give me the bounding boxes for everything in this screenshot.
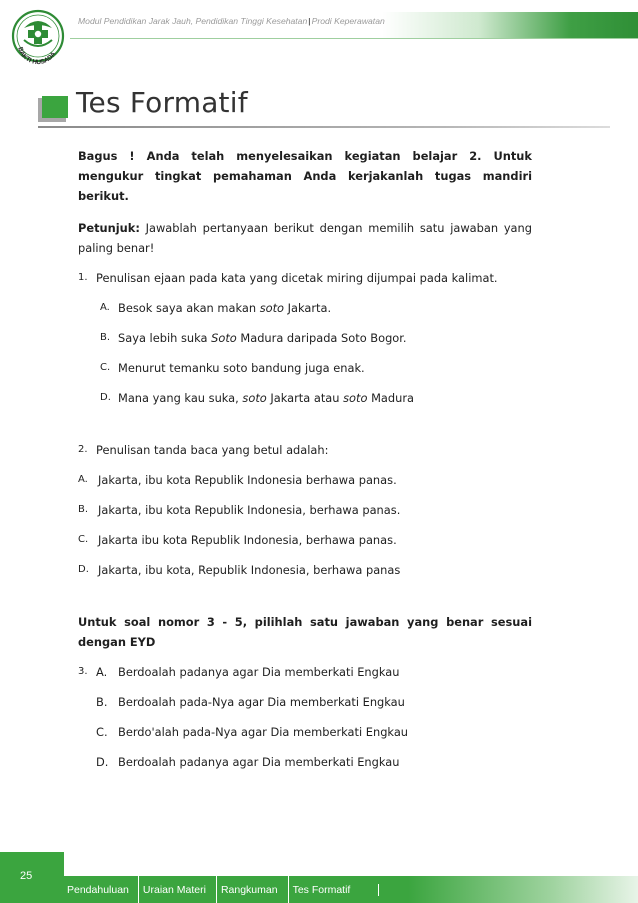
module-header xyxy=(78,16,385,26)
title-marker xyxy=(38,96,66,122)
option-text: Berdoalah padanya agar Dia memberkati Engkau xyxy=(118,665,400,679)
option-text: Jakarta ibu kota Republik Indonesia, berhawa panas. xyxy=(98,533,397,547)
program-name: Prodi Keperawatan xyxy=(311,16,385,26)
question-number: 2. xyxy=(78,444,88,455)
header-separator: | xyxy=(308,16,311,26)
page-number: 25 xyxy=(20,870,33,882)
logo-lettering: BAKTI HUSADA xyxy=(16,46,58,67)
option-text: Jakarta, ibu kota Republik Indonesia berhawa panas. xyxy=(98,473,397,487)
footer-nav xyxy=(64,876,379,903)
q1-option-b[interactable] xyxy=(100,328,532,348)
option-letter: D. xyxy=(78,564,89,575)
option-text: Berdoalah padanya agar Dia memberkati Engkau xyxy=(118,755,400,769)
kemenkes-logo xyxy=(10,6,66,72)
option-letter: C. xyxy=(78,534,89,545)
nav-tes-formatif[interactable]: Tes Formatif xyxy=(292,883,351,896)
title-underline xyxy=(38,126,610,128)
nav-uraian-materi[interactable]: Uraian Materi xyxy=(139,876,217,903)
question-number: 1. xyxy=(78,272,88,283)
instructions-text: Jawablah pertanyaan berikut dengan memilih satu jawaban yang paling benar! xyxy=(78,221,532,255)
nav-end-divider xyxy=(378,884,379,896)
instructions xyxy=(78,218,532,258)
question-number: 3. xyxy=(78,666,88,677)
header-divider xyxy=(70,38,638,39)
question-stem: Penulisan ejaan pada kata yang dicetak miring dijumpai pada kalimat. xyxy=(96,271,498,285)
option-text: Mana yang kau suka, soto Jakarta atau soto Madura xyxy=(118,391,415,405)
q3-option-c[interactable] xyxy=(96,722,532,742)
module-title: Modul Pendidikan Jarak Jauh, Pendidikan Tinggi Kesehatan xyxy=(78,16,308,26)
question-2-block xyxy=(78,440,532,580)
option-letter: C. xyxy=(96,725,108,739)
option-letter: A. xyxy=(78,474,88,485)
option-letter: A. xyxy=(96,665,108,679)
option-letter: D. xyxy=(96,755,109,769)
q3-option-a[interactable] xyxy=(78,662,532,682)
option-text: Jakarta, ibu kota, Republik Indonesia, berhawa panas xyxy=(98,563,401,577)
q2-option-a[interactable] xyxy=(78,470,532,490)
nav-rangkuman[interactable]: Rangkuman xyxy=(217,876,289,903)
option-letter: B. xyxy=(96,695,108,709)
q3-option-d[interactable] xyxy=(96,752,532,772)
question-1 xyxy=(78,268,532,288)
option-letter: B. xyxy=(78,504,89,515)
question-3-block xyxy=(78,662,532,772)
option-text: Berdoalah pada-Nya agar Dia memberkati Engkau xyxy=(118,695,405,709)
option-letter: D. xyxy=(100,392,111,403)
q1-option-a[interactable] xyxy=(100,298,532,318)
instructions-label: Petunjuk: xyxy=(78,221,140,235)
q2-option-d[interactable] xyxy=(78,560,532,580)
option-text: Berdo'alah pada-Nya agar Dia memberkati Engkau xyxy=(118,725,409,739)
option-text: Saya lebih suka Soto Madura daripada Soto Bogor. xyxy=(118,331,407,345)
question-stem: Penulisan tanda baca yang betul adalah: xyxy=(96,443,329,457)
q3-option-b[interactable] xyxy=(96,692,532,712)
intro-text: Bagus ! Anda telah menyelesaikan kegiatan belajar 2. Untuk mengukur tingkat pemahaman Anda kerjakanlah tugas mandiri berikut. xyxy=(78,149,532,203)
option-letter: C. xyxy=(100,362,111,373)
q2-option-b[interactable] xyxy=(78,500,532,520)
nav-pendahuluan[interactable]: Pendahuluan xyxy=(64,876,139,903)
group-instruction: Untuk soal nomor 3 - 5, pilihlah satu jawaban yang benar sesuai dengan EYD xyxy=(78,615,532,649)
option-letter: B. xyxy=(100,332,111,343)
option-text: Besok saya akan makan soto Jakarta. xyxy=(118,301,332,315)
question-2 xyxy=(78,440,532,460)
quiz-content xyxy=(78,146,532,782)
q1-option-c[interactable] xyxy=(100,358,532,378)
page-title: Tes Formatif xyxy=(76,86,248,119)
option-letter: A. xyxy=(100,302,110,313)
q2-option-c[interactable] xyxy=(78,530,532,550)
option-text: Menurut temanku soto bandung juga enak. xyxy=(118,361,365,375)
option-text: Jakarta, ibu kota Republik Indonesia, berhawa panas. xyxy=(98,503,401,517)
q1-option-d[interactable] xyxy=(100,388,532,408)
